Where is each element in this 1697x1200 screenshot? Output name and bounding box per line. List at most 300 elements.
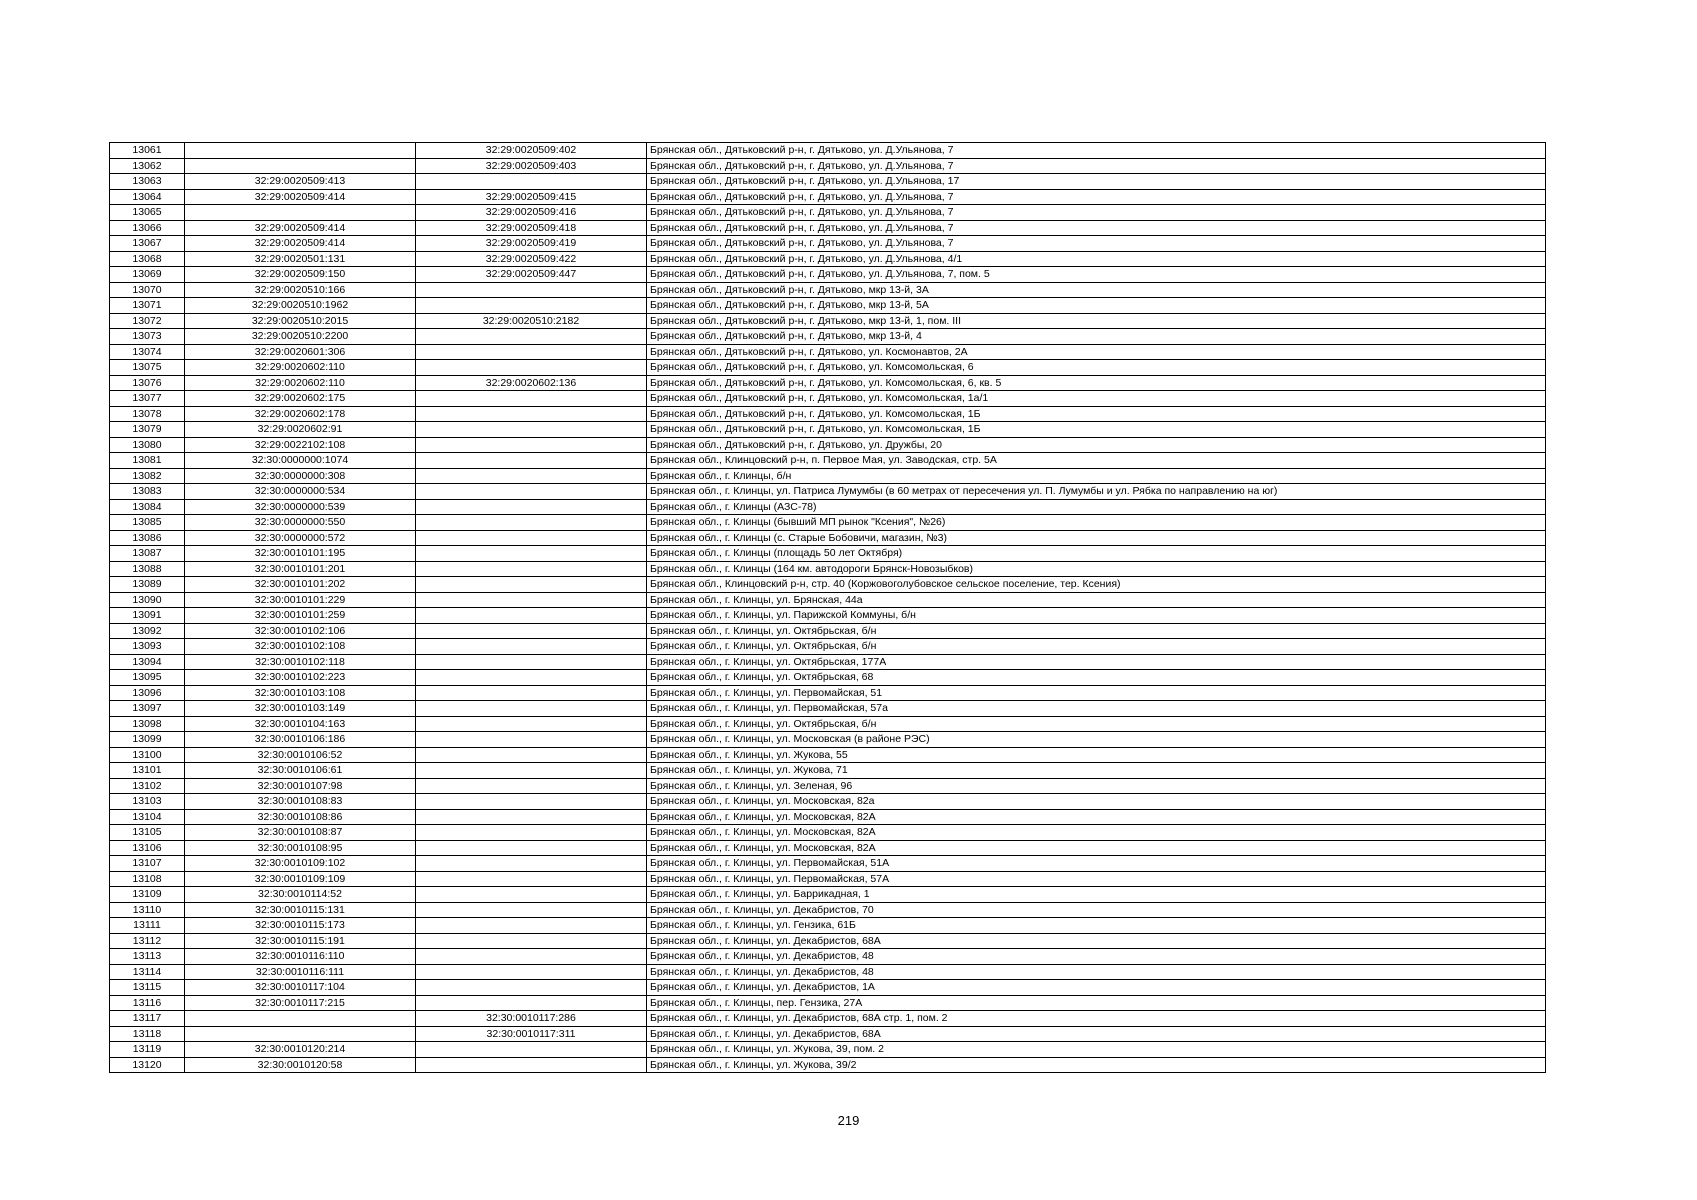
cadastral-number-cell: 32:29:0020509:150	[185, 267, 416, 283]
cadastral-number-cell: 32:29:0020509:414	[185, 220, 416, 236]
row-number-cell: 13097	[110, 701, 185, 717]
table-row	[110, 856, 1546, 872]
address-cell: Брянская обл., Дятьковский р-н, г. Дятьково, мкр 13-й, 4	[647, 329, 1546, 345]
object-number-cell	[416, 902, 647, 918]
cadastral-number-cell: 32:30:0010103:108	[185, 685, 416, 701]
object-number-cell: 32:29:0020509:419	[416, 236, 647, 252]
row-number-cell: 13106	[110, 840, 185, 856]
cadastral-number-cell: 32:30:0000000:1074	[185, 453, 416, 469]
address-cell: Брянская обл., г. Клинцы, ул. Жукова, 39, пом. 2	[647, 1042, 1546, 1058]
cadastral-number-cell: 32:29:0020602:110	[185, 360, 416, 376]
address-cell: Брянская обл., Дятьковский р-н, г. Дятьково, ул. Комсомольская, 1Б	[647, 406, 1546, 422]
cadastral-number-cell: 32:29:0020510:1962	[185, 298, 416, 314]
cadastral-number-cell: 32:29:0020602:110	[185, 375, 416, 391]
object-number-cell	[416, 174, 647, 190]
address-cell: Брянская обл., г. Клинцы (площадь 50 лет Октября)	[647, 546, 1546, 562]
address-cell: Брянская обл., Дятьковский р-н, г. Дятьково, ул. Д.Ульянова, 7	[647, 205, 1546, 221]
row-number-cell: 13109	[110, 887, 185, 903]
address-cell: Брянская обл., г. Клинцы, ул. Декабристов, 48	[647, 964, 1546, 980]
table-row	[110, 778, 1546, 794]
address-cell: Брянская обл., Дятьковский р-н, г. Дятьково, мкр 13-й, 1, пом. III	[647, 313, 1546, 329]
table-row	[110, 1042, 1546, 1058]
row-number-cell: 13073	[110, 329, 185, 345]
object-number-cell: 32:29:0020602:136	[416, 375, 647, 391]
table-row	[110, 995, 1546, 1011]
object-number-cell	[416, 1057, 647, 1073]
row-number-cell: 13065	[110, 205, 185, 221]
object-number-cell	[416, 499, 647, 515]
table-row	[110, 964, 1546, 980]
address-cell: Брянская обл., г. Клинцы, ул. Московская, 82А	[647, 825, 1546, 841]
object-number-cell	[416, 1042, 647, 1058]
address-cell: Брянская обл., г. Клинцы, ул. Московская, 82А	[647, 809, 1546, 825]
object-number-cell	[416, 484, 647, 500]
cadastral-number-cell: 32:30:0010102:118	[185, 654, 416, 670]
address-cell: Брянская обл., г. Клинцы (с. Старые Бобовичи, магазин, №3)	[647, 530, 1546, 546]
cadastral-number-cell	[185, 158, 416, 174]
cadastral-number-cell: 32:30:0010108:87	[185, 825, 416, 841]
address-cell: Брянская обл., г. Клинцы, ул. Октябрьская, б/н	[647, 639, 1546, 655]
object-number-cell	[416, 670, 647, 686]
object-number-cell	[416, 825, 647, 841]
cadastral-number-cell: 32:30:0000000:550	[185, 515, 416, 531]
cadastral-number-cell: 32:30:0010120:214	[185, 1042, 416, 1058]
cadastral-number-cell	[185, 205, 416, 221]
address-cell: Брянская обл., г. Клинцы, ул. Парижской Коммуны, б/н	[647, 608, 1546, 624]
table-row	[110, 949, 1546, 965]
table-row	[110, 1057, 1546, 1073]
cadastral-number-cell: 32:29:0020602:175	[185, 391, 416, 407]
row-number-cell: 13067	[110, 236, 185, 252]
row-number-cell: 13084	[110, 499, 185, 515]
row-number-cell: 13072	[110, 313, 185, 329]
object-number-cell	[416, 422, 647, 438]
row-number-cell: 13117	[110, 1011, 185, 1027]
table-row	[110, 1026, 1546, 1042]
address-cell: Брянская обл., г. Клинцы, ул. Патриса Лумумбы (в 60 метрах от пересечения ул. П. Лумумбы и ул. Рябка по направлению на юг)	[647, 484, 1546, 500]
address-cell: Брянская обл., г. Клинцы (АЗС-78)	[647, 499, 1546, 515]
address-cell: Брянская обл., г. Клинцы, ул. Декабристов, 68А	[647, 1026, 1546, 1042]
address-cell: Брянская обл., г. Клинцы, ул. Московская, 82а	[647, 794, 1546, 810]
row-number-cell: 13083	[110, 484, 185, 500]
address-cell: Брянская обл., г. Клинцы, ул. Декабристов, 1А	[647, 980, 1546, 996]
object-number-cell: 32:29:0020509:402	[416, 143, 647, 159]
cadastral-number-cell: 32:30:0010101:201	[185, 561, 416, 577]
row-number-cell: 13096	[110, 685, 185, 701]
table-row	[110, 406, 1546, 422]
object-number-cell	[416, 561, 647, 577]
row-number-cell: 13098	[110, 716, 185, 732]
address-cell: Брянская обл., Дятьковский р-н, г. Дятьково, ул. Комсомольская, 1а/1	[647, 391, 1546, 407]
row-number-cell: 13120	[110, 1057, 185, 1073]
address-cell: Брянская обл., г. Клинцы, ул. Жукова, 71	[647, 763, 1546, 779]
row-number-cell: 13100	[110, 747, 185, 763]
address-cell: Брянская обл., г. Клинцы, ул. Московская, 82А	[647, 840, 1546, 856]
object-number-cell	[416, 980, 647, 996]
row-number-cell: 13071	[110, 298, 185, 314]
address-cell: Брянская обл., г. Клинцы, ул. Первомайская, 51А	[647, 856, 1546, 872]
cadastral-number-cell: 32:29:0020602:91	[185, 422, 416, 438]
row-number-cell: 13088	[110, 561, 185, 577]
table-row	[110, 391, 1546, 407]
table-row	[110, 840, 1546, 856]
table-row	[110, 902, 1546, 918]
address-cell: Брянская обл., г. Клинцы, б/н	[647, 468, 1546, 484]
cadastral-number-cell: 32:29:0020509:414	[185, 236, 416, 252]
row-number-cell: 13092	[110, 623, 185, 639]
object-number-cell	[416, 391, 647, 407]
address-cell: Брянская обл., Дятьковский р-н, г. Дятьково, ул. Д.Ульянова, 7	[647, 143, 1546, 159]
object-number-cell	[416, 933, 647, 949]
table-row	[110, 825, 1546, 841]
object-number-cell	[416, 468, 647, 484]
row-number-cell: 13104	[110, 809, 185, 825]
object-number-cell	[416, 530, 647, 546]
cadastral-number-cell: 32:30:0010102:223	[185, 670, 416, 686]
table-row	[110, 1011, 1546, 1027]
object-number-cell	[416, 685, 647, 701]
address-cell: Брянская обл., г. Клинцы, ул. Баррикадная, 1	[647, 887, 1546, 903]
table-row	[110, 918, 1546, 934]
table-row	[110, 608, 1546, 624]
row-number-cell: 13102	[110, 778, 185, 794]
object-number-cell	[416, 453, 647, 469]
row-number-cell: 13111	[110, 918, 185, 934]
address-cell: Брянская обл., Дятьковский р-н, г. Дятьково, ул. Д.Ульянова, 7	[647, 158, 1546, 174]
table-row	[110, 313, 1546, 329]
row-number-cell: 13078	[110, 406, 185, 422]
row-number-cell: 13093	[110, 639, 185, 655]
object-number-cell	[416, 918, 647, 934]
object-number-cell	[416, 871, 647, 887]
table-row	[110, 174, 1546, 190]
object-number-cell	[416, 406, 647, 422]
table-row	[110, 205, 1546, 221]
object-number-cell	[416, 995, 647, 1011]
row-number-cell: 13108	[110, 871, 185, 887]
cadastral-number-cell: 32:30:0010107:98	[185, 778, 416, 794]
address-cell: Брянская обл., г. Клинцы, ул. Гензика, 61Б	[647, 918, 1546, 934]
address-cell: Брянская обл., Дятьковский р-н, г. Дятьково, мкр 13-й, 3А	[647, 282, 1546, 298]
address-cell: Брянская обл., г. Клинцы, ул. Жукова, 55	[647, 747, 1546, 763]
row-number-cell: 13070	[110, 282, 185, 298]
object-number-cell	[416, 716, 647, 732]
address-cell: Брянская обл., Клинцовский р-н, стр. 40 (Коржовоголубовское сельское поселение, тер. Ксения)	[647, 577, 1546, 593]
cadastral-number-cell: 32:30:0010103:149	[185, 701, 416, 717]
row-number-cell: 13082	[110, 468, 185, 484]
table-row	[110, 143, 1546, 159]
address-cell: Брянская обл., Дятьковский р-н, г. Дятьково, ул. Д.Ульянова, 7	[647, 220, 1546, 236]
table-row	[110, 716, 1546, 732]
address-cell: Брянская обл., Дятьковский р-н, г. Дятьково, ул. Д.Ульянова, 7	[647, 189, 1546, 205]
row-number-cell: 13075	[110, 360, 185, 376]
cadastral-number-cell: 32:30:0010114:52	[185, 887, 416, 903]
address-cell: Брянская обл., г. Клинцы, ул. Брянская, 44а	[647, 592, 1546, 608]
table-row	[110, 546, 1546, 562]
cadastral-number-cell: 32:29:0022102:108	[185, 437, 416, 453]
table-row	[110, 437, 1546, 453]
row-number-cell: 13064	[110, 189, 185, 205]
address-cell: Брянская обл., Дятьковский р-н, г. Дятьково, ул. Д.Ульянова, 7, пом. 5	[647, 267, 1546, 283]
row-number-cell: 13107	[110, 856, 185, 872]
table-row	[110, 220, 1546, 236]
object-number-cell	[416, 282, 647, 298]
address-cell: Брянская обл., г. Клинцы, ул. Октябрьская, 177А	[647, 654, 1546, 670]
address-cell: Брянская обл., Дятьковский р-н, г. Дятьково, мкр 13-й, 5А	[647, 298, 1546, 314]
cadastral-number-cell: 32:29:0020510:166	[185, 282, 416, 298]
table-row	[110, 794, 1546, 810]
table-row	[110, 670, 1546, 686]
row-number-cell: 13113	[110, 949, 185, 965]
cadastral-number-cell: 32:30:0010101:229	[185, 592, 416, 608]
address-cell: Брянская обл., Дятьковский р-н, г. Дятьково, ул. Д.Ульянова, 17	[647, 174, 1546, 190]
address-cell: Брянская обл., Дятьковский р-н, г. Дятьково, ул. Комсомольская, 6	[647, 360, 1546, 376]
table-row	[110, 189, 1546, 205]
row-number-cell: 13086	[110, 530, 185, 546]
cadastral-number-cell: 32:30:0010101:195	[185, 546, 416, 562]
table-row	[110, 980, 1546, 996]
row-number-cell: 13099	[110, 732, 185, 748]
table-row	[110, 360, 1546, 376]
object-number-cell: 32:29:0020509:447	[416, 267, 647, 283]
row-number-cell: 13081	[110, 453, 185, 469]
object-number-cell	[416, 623, 647, 639]
address-cell: Брянская обл., Дятьковский р-н, г. Дятьково, ул. Комсомольская, 6, кв. 5	[647, 375, 1546, 391]
table-row	[110, 515, 1546, 531]
cadastral-number-cell: 32:30:0010115:191	[185, 933, 416, 949]
object-number-cell	[416, 809, 647, 825]
object-number-cell	[416, 732, 647, 748]
address-cell: Брянская обл., г. Клинцы, пер. Гензика, 27А	[647, 995, 1546, 1011]
table-row	[110, 468, 1546, 484]
address-cell: Брянская обл., г. Клинцы, ул. Декабристов, 48	[647, 949, 1546, 965]
object-number-cell	[416, 701, 647, 717]
cadastral-number-cell: 32:30:0010101:202	[185, 577, 416, 593]
table-row	[110, 236, 1546, 252]
object-number-cell: 32:29:0020509:416	[416, 205, 647, 221]
address-cell: Брянская обл., г. Клинцы, ул. Октябрьская, б/н	[647, 623, 1546, 639]
address-cell: Брянская обл., Дятьковский р-н, г. Дятьково, ул. Д.Ульянова, 4/1	[647, 251, 1546, 267]
table-row	[110, 422, 1546, 438]
address-cell: Брянская обл., Дятьковский р-н, г. Дятьково, ул. Космонавтов, 2А	[647, 344, 1546, 360]
cadastral-number-cell: 32:30:0010104:163	[185, 716, 416, 732]
table-row	[110, 530, 1546, 546]
row-number-cell: 13079	[110, 422, 185, 438]
row-number-cell: 13076	[110, 375, 185, 391]
row-number-cell: 13114	[110, 964, 185, 980]
address-cell: Брянская обл., г. Клинцы, ул. Первомайская, 51	[647, 685, 1546, 701]
table-row	[110, 251, 1546, 267]
cadastral-number-cell: 32:30:0000000:534	[185, 484, 416, 500]
cadastral-number-cell: 32:30:0010108:86	[185, 809, 416, 825]
row-number-cell: 13090	[110, 592, 185, 608]
table-row	[110, 484, 1546, 500]
row-number-cell: 13115	[110, 980, 185, 996]
object-number-cell: 32:29:0020509:403	[416, 158, 647, 174]
address-cell: Брянская обл., Дятьковский р-н, г. Дятьково, ул. Дружбы, 20	[647, 437, 1546, 453]
object-number-cell	[416, 360, 647, 376]
cadastral-number-cell: 32:30:0000000:572	[185, 530, 416, 546]
address-cell: Брянская обл., г. Клинцы, ул. Декабристов, 70	[647, 902, 1546, 918]
object-number-cell	[416, 546, 647, 562]
object-number-cell	[416, 840, 647, 856]
cadastral-number-cell: 32:29:0020501:131	[185, 251, 416, 267]
table-row	[110, 298, 1546, 314]
object-number-cell: 32:29:0020510:2182	[416, 313, 647, 329]
table-row	[110, 282, 1546, 298]
address-cell: Брянская обл., г. Клинцы, ул. Декабристов, 68А стр. 1, пом. 2	[647, 1011, 1546, 1027]
row-number-cell: 13101	[110, 763, 185, 779]
cadastral-number-cell: 32:30:0010116:111	[185, 964, 416, 980]
table-row	[110, 499, 1546, 515]
row-number-cell: 13074	[110, 344, 185, 360]
object-number-cell	[416, 949, 647, 965]
cadastral-number-cell: 32:29:0020602:178	[185, 406, 416, 422]
cadastral-number-cell: 32:30:0010106:61	[185, 763, 416, 779]
address-cell: Брянская обл., г. Клинцы (164 км. автодороги Брянск-Новозыбков)	[647, 561, 1546, 577]
cadastral-number-cell: 32:29:0020601:306	[185, 344, 416, 360]
cadastral-number-cell: 32:29:0020510:2015	[185, 313, 416, 329]
cadastral-number-cell: 32:30:0010120:58	[185, 1057, 416, 1073]
cadastral-number-cell: 32:29:0020510:2200	[185, 329, 416, 345]
cadastral-number-cell	[185, 1011, 416, 1027]
page-number: 219	[837, 1113, 860, 1128]
object-number-cell: 32:29:0020509:415	[416, 189, 647, 205]
table-row	[110, 701, 1546, 717]
table-row	[110, 654, 1546, 670]
address-cell: Брянская обл., г. Клинцы, ул. Зеленая, 96	[647, 778, 1546, 794]
object-number-cell	[416, 639, 647, 655]
registry-table	[109, 142, 1546, 1073]
object-number-cell	[416, 964, 647, 980]
cadastral-number-cell: 32:30:0010115:173	[185, 918, 416, 934]
row-number-cell: 13085	[110, 515, 185, 531]
table-row	[110, 344, 1546, 360]
address-cell: Брянская обл., г. Клинцы, ул. Октябрьская, 68	[647, 670, 1546, 686]
cadastral-number-cell: 32:29:0020509:414	[185, 189, 416, 205]
row-number-cell: 13063	[110, 174, 185, 190]
cadastral-number-cell: 32:30:0010116:110	[185, 949, 416, 965]
cadastral-number-cell	[185, 1026, 416, 1042]
cadastral-number-cell: 32:30:0010108:83	[185, 794, 416, 810]
table-row	[110, 577, 1546, 593]
table-row	[110, 561, 1546, 577]
row-number-cell: 13066	[110, 220, 185, 236]
object-number-cell	[416, 577, 647, 593]
row-number-cell: 13061	[110, 143, 185, 159]
table-row	[110, 871, 1546, 887]
cadastral-number-cell: 32:30:0010102:106	[185, 623, 416, 639]
table-row	[110, 933, 1546, 949]
cadastral-number-cell: 32:30:0010109:109	[185, 871, 416, 887]
cadastral-number-cell: 32:30:0010102:108	[185, 639, 416, 655]
row-number-cell: 13105	[110, 825, 185, 841]
object-number-cell	[416, 608, 647, 624]
cadastral-number-cell: 32:30:0010101:259	[185, 608, 416, 624]
cadastral-number-cell: 32:30:0010117:215	[185, 995, 416, 1011]
row-number-cell: 13091	[110, 608, 185, 624]
object-number-cell: 32:29:0020509:422	[416, 251, 647, 267]
address-cell: Брянская обл., г. Клинцы, ул. Первомайская, 57А	[647, 871, 1546, 887]
object-number-cell	[416, 344, 647, 360]
object-number-cell: 32:29:0020509:418	[416, 220, 647, 236]
object-number-cell	[416, 856, 647, 872]
address-cell: Брянская обл., Клинцовский р-н, п. Первое Мая, ул. Заводская, стр. 5А	[647, 453, 1546, 469]
cadastral-number-cell: 32:30:0000000:308	[185, 468, 416, 484]
object-number-cell: 32:30:0010117:311	[416, 1026, 647, 1042]
object-number-cell	[416, 329, 647, 345]
cadastral-number-cell: 32:30:0010106:52	[185, 747, 416, 763]
row-number-cell: 13118	[110, 1026, 185, 1042]
object-number-cell	[416, 747, 647, 763]
table-row	[110, 887, 1546, 903]
address-cell: Брянская обл., г. Клинцы, ул. Первомайская, 57а	[647, 701, 1546, 717]
table-row	[110, 639, 1546, 655]
table-row	[110, 732, 1546, 748]
object-number-cell	[416, 778, 647, 794]
table-row	[110, 375, 1546, 391]
cadastral-number-cell: 32:29:0020509:413	[185, 174, 416, 190]
row-number-cell: 13103	[110, 794, 185, 810]
table-row	[110, 329, 1546, 345]
row-number-cell: 13077	[110, 391, 185, 407]
object-number-cell	[416, 763, 647, 779]
address-cell: Брянская обл., Дятьковский р-н, г. Дятьково, ул. Д.Ульянова, 7	[647, 236, 1546, 252]
address-cell: Брянская обл., г. Клинцы, ул. Октябрьская, б/н	[647, 716, 1546, 732]
address-cell: Брянская обл., г. Клинцы, ул. Московская (в районе РЭС)	[647, 732, 1546, 748]
cadastral-number-cell: 32:30:0010108:95	[185, 840, 416, 856]
object-number-cell	[416, 437, 647, 453]
object-number-cell	[416, 887, 647, 903]
row-number-cell: 13068	[110, 251, 185, 267]
cadastral-number-cell	[185, 143, 416, 159]
object-number-cell: 32:30:0010117:286	[416, 1011, 647, 1027]
object-number-cell	[416, 298, 647, 314]
cadastral-number-cell: 32:30:0010117:104	[185, 980, 416, 996]
object-number-cell	[416, 794, 647, 810]
row-number-cell: 13116	[110, 995, 185, 1011]
row-number-cell: 13080	[110, 437, 185, 453]
address-cell: Брянская обл., г. Клинцы (бывший МП рынок "Ксения", №26)	[647, 515, 1546, 531]
cadastral-number-cell: 32:30:0010115:131	[185, 902, 416, 918]
table-row	[110, 763, 1546, 779]
object-number-cell	[416, 654, 647, 670]
object-number-cell	[416, 515, 647, 531]
object-number-cell	[416, 592, 647, 608]
row-number-cell: 13112	[110, 933, 185, 949]
table-row	[110, 592, 1546, 608]
row-number-cell: 13062	[110, 158, 185, 174]
table-body	[110, 143, 1546, 1073]
cadastral-number-cell: 32:30:0010109:102	[185, 856, 416, 872]
address-cell: Брянская обл., г. Клинцы, ул. Жукова, 39/2	[647, 1057, 1546, 1073]
cadastral-number-cell: 32:30:0000000:539	[185, 499, 416, 515]
row-number-cell: 13110	[110, 902, 185, 918]
row-number-cell: 13089	[110, 577, 185, 593]
row-number-cell: 13069	[110, 267, 185, 283]
address-cell: Брянская обл., Дятьковский р-н, г. Дятьково, ул. Комсомольская, 1Б	[647, 422, 1546, 438]
table-row	[110, 685, 1546, 701]
table-row	[110, 158, 1546, 174]
table-row	[110, 267, 1546, 283]
table-row	[110, 453, 1546, 469]
row-number-cell: 13095	[110, 670, 185, 686]
table-row	[110, 623, 1546, 639]
table-row	[110, 809, 1546, 825]
address-cell: Брянская обл., г. Клинцы, ул. Декабристов, 68А	[647, 933, 1546, 949]
table-row	[110, 747, 1546, 763]
cadastral-number-cell: 32:30:0010106:186	[185, 732, 416, 748]
